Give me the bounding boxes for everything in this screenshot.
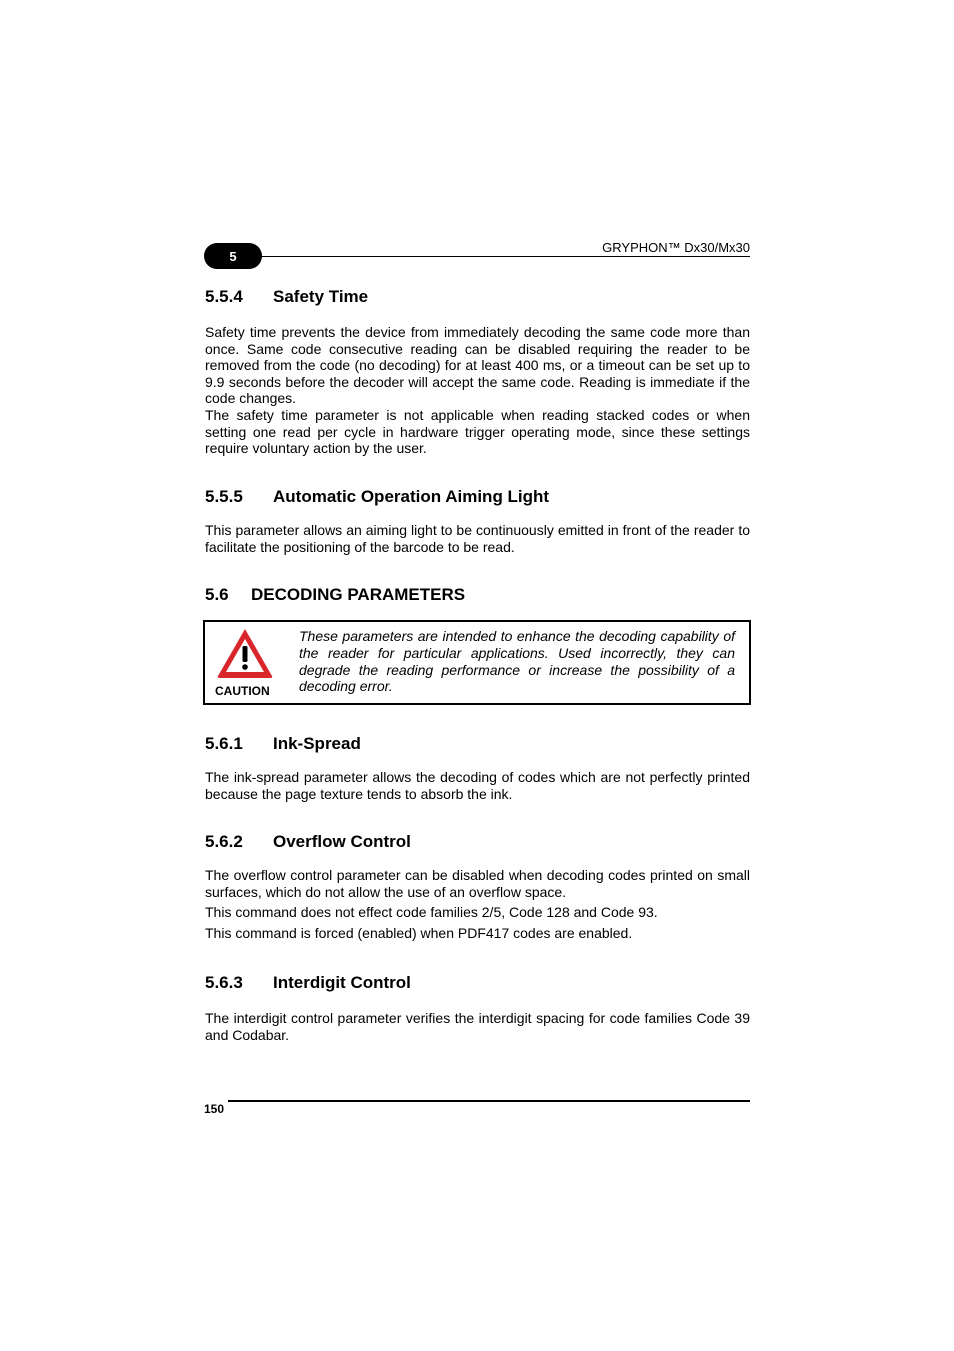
section-heading-5-5-5 bbox=[205, 487, 549, 507]
caution-label: CAUTION bbox=[215, 684, 270, 698]
warning-triangle-icon bbox=[215, 626, 275, 680]
caution-text: These parameters are intended to enhance the decoding capability of the reader for particular applications. Used incorrectly, they can degrade the reading performance or increase the possibility of a decoding error. bbox=[299, 628, 735, 695]
section-body-5-6-2 bbox=[205, 867, 750, 941]
section-title: Automatic Operation Aiming Light bbox=[273, 487, 550, 506]
paragraph: This command is forced (enabled) when PDF417 codes are enabled. bbox=[205, 924, 633, 941]
section-number: 5.6.2 bbox=[205, 832, 243, 851]
section-heading-5-6-3 bbox=[205, 973, 411, 993]
section-title: Overflow Control bbox=[273, 832, 411, 851]
chapter-badge: 5 bbox=[204, 243, 262, 269]
section-heading-5-6 bbox=[205, 585, 465, 605]
paragraph: The ink-spread parameter allows the decoding of codes which are not perfectly printed because the page texture tends to absorb the ink. bbox=[205, 769, 750, 802]
section-title: Interdigit Control bbox=[273, 973, 411, 992]
section-number: 5.6.3 bbox=[205, 973, 243, 992]
section-number: 5.6.1 bbox=[205, 734, 243, 753]
section-heading-5-5-4 bbox=[205, 287, 368, 307]
paragraph: The overflow control parameter can be disabled when decoding codes printed on small surfaces, which do not allow the use of an overflow space. bbox=[205, 867, 750, 900]
paragraph: This command does not effect code families 2/5, Code 128 and Code 93. bbox=[205, 904, 658, 921]
section-body-5-5-4 bbox=[205, 324, 750, 457]
paragraph: The interdigit control parameter verifies the interdigit spacing for code families Code 39 and Codabar. bbox=[205, 1010, 750, 1043]
section-title: DECODING PARAMETERS bbox=[251, 585, 466, 604]
section-body-5-6-1 bbox=[205, 769, 750, 802]
section-heading-5-6-1 bbox=[205, 734, 361, 754]
page-number: 150 bbox=[204, 1102, 225, 1116]
section-title: Ink-Spread bbox=[273, 734, 361, 753]
paragraph: Safety time prevents the device from immediately decoding the same code more than once. Same code consecutive reading can be disabled requiring the reader to be removed from the code (no decoding) for at least 400 ms, or a timeout can be set up to 9.9 seconds before the decoder will accept the same code. Reading is immediate if the code changes. bbox=[205, 324, 750, 407]
paragraph: The safety time parameter is not applicable when reading stacked codes or when setting one read per cycle in hardware trigger operating mode, since these settings require voluntary action by the user. bbox=[205, 406, 750, 457]
section-number: 5.5.4 bbox=[205, 287, 243, 306]
section-title: Safety Time bbox=[273, 287, 369, 306]
paragraph: This parameter allows an aiming light to be continuously emitted in front of the reader to facilitate the positioning of the barcode to be read. bbox=[205, 522, 750, 555]
running-header-title: GRYPHON™ Dx30/Mx30 bbox=[602, 240, 750, 255]
section-heading-5-6-2 bbox=[205, 832, 411, 852]
section-number: 5.5.5 bbox=[205, 487, 243, 506]
header-rule bbox=[232, 256, 750, 257]
section-body-5-6-3 bbox=[205, 1010, 750, 1043]
caution-box bbox=[203, 620, 751, 705]
section-body-5-5-5 bbox=[205, 522, 750, 555]
section-number: 5.6 bbox=[205, 585, 229, 604]
footer-rule bbox=[228, 1100, 750, 1102]
